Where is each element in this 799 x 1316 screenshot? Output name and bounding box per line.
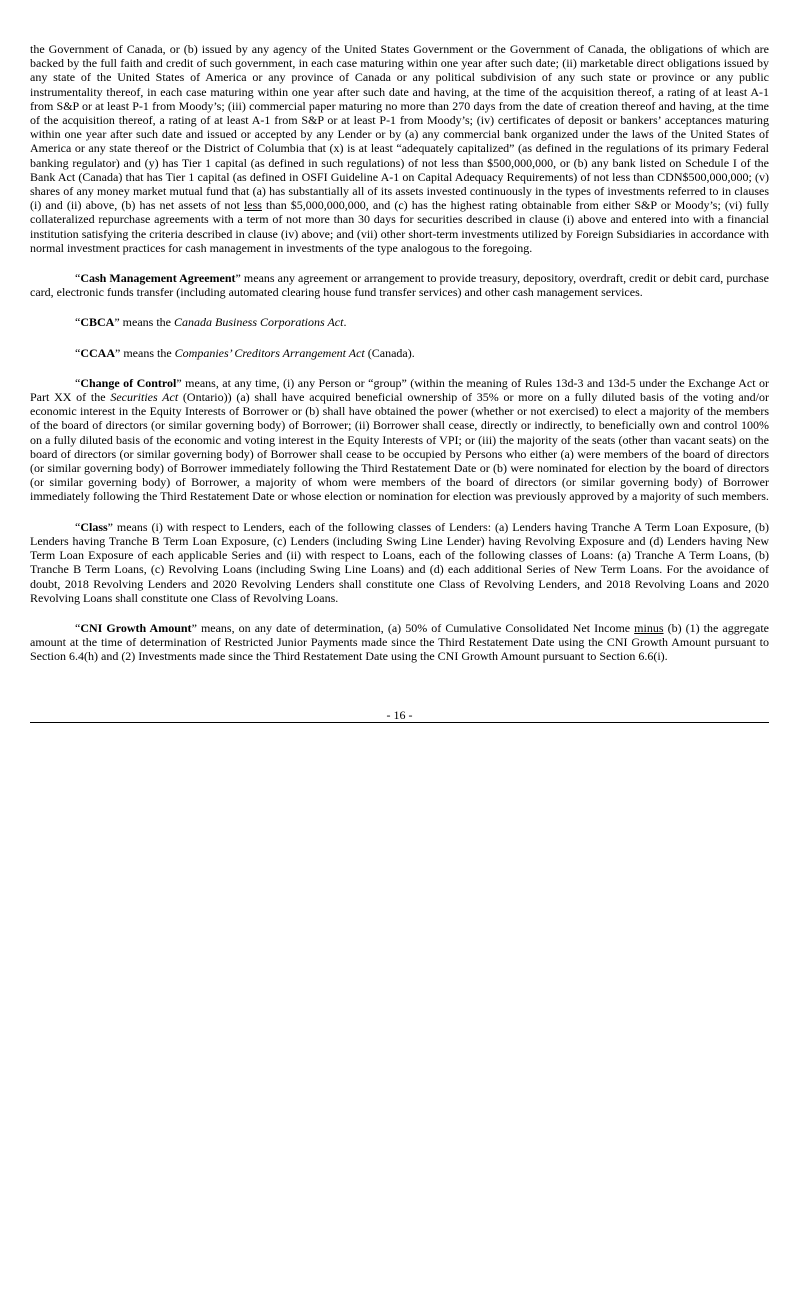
footer-rule bbox=[30, 722, 769, 723]
definition-cash-management-agreement: “Cash Management Agreement” means any agreement or arrangement to provide treasury, depository, overdraft, credit or debit card, purchase card, electronic funds transfer (including automated clearing house fund transfer services) and other cash management services. bbox=[30, 271, 769, 300]
definition-cni-growth-amount: “CNI Growth Amount” means, on any date of determination, (a) 50% of Cumulative Consolidated Net Income minus (b) (1) the aggregate amount at the time of determination of Restricted Junior Payments made since the Third Restatement Date using the CNI Growth Amount pursuant to Section 6.4(h) and (2) Investments made since the Third Restatement Date using the CNI Growth Amount pursuant to Section 6.6(i). bbox=[30, 620, 770, 664]
definition-cbca: “CBCA” means the Canada Business Corporations Act. bbox=[75, 315, 347, 330]
definition-change-of-control: “Change of Control” means, at any time, (i) any Person or “group” (within the meaning of Rules 13d-3 and 13d-5 under the Exchange Act or Part XX of the Securities Act (Ontario)) (a) shall have acquired beneficial ownership of 35% or more on a fully diluted basis of the voting and/or economic interest in the Equity Interests of Borrower or (b) shall have obtained the power (whether or not exercised) to elect a majority of the members of the board of directors (or similar governing body) of Borrower; (ii) Borrower shall cease, directly or indirectly, to beneficially own and control 100% on a fully diluted basis of the economic and voting interest in the Equity Interests of VPI; or (iii) the majority of the seats (other than vacant seats) on the board of directors (or similar governing body) of Borrower shall cease to be occupied by Persons who either (a) were members of the board of directors (or similar governing body) of Borrower immediately following the Third Restatement Date or (b) were nominated for election by the board of directors (or similar governing body) of Borrower, a majority of whom were members of the board of directors (or similar governing body) of Borrower immediately following the Third Restatement Date or whose election or nomination for election was previously approved by a majority of such members. bbox=[30, 375, 769, 504]
definition-ccaa: “CCAA” means the Companies’ Creditors Arrangement Act (Canada). bbox=[75, 345, 415, 360]
defined-term: Change of Control bbox=[80, 375, 177, 390]
paragraph-cash-equivalents-continued: the Government of Canada, or (b) issued by any agency of the United States Government or the Government of Canada, the obligations of which are backed by the full faith and credit of such government, in each case maturing within one year after such date; (ii) marketable direct obligations issued by any state of the United States of America or any province of Canada or any political subdivision of any such state or province or any public instrumentality thereof, in each case maturing within one year after such date and having, at the time of the acquisition thereof, a rating of at least A-1 from S&P or at least P-1 from Moody’s; (iii) commercial paper maturing no more than 270 days from the date of creation thereof and having, at the time of the acquisition thereof, a rating of at least A-1 from S&P or at least P-1 from Moody’s; (iv) certificates of deposit or bankers’ acceptances maturing within one year after such date and issued or accepted by any Lender or by (a) any commercial bank organized under the laws of the United States of America or any state thereof or the District of Columbia that (x) is at least “adequately capitalized” (as defined in the regulations of its primary Federal banking regulator) and (y) has Tier 1 capital (as defined in such regulations) of not less than $500,000,000, or (b) any bank listed on Schedule I of the Bank Act (Canada) that has Tier 1 capital (as defined in OSFI Guideline A-1 on Capital Adequacy Requirements) of not less than CDN$500,000,000; (v) shares of any money market mutual fund that (a) has substantially all of its assets invested continuously in the types of investments referred to in clauses (i) and (ii) above, (b) has net assets of not less than $5,000,000,000, and (c) has the highest rating obtainable from either S&P or Moody’s; (vi) fully collateralized repurchase agreements with a term of not more than 30 days for securities described in clause (i) above and entered into with a financial institution satisfying the criteria described in clause (iv) above; and (vii) other short-term investments utilized by Foreign Subsidiaries in accordance with normal investment practices for cash management in investments of the type analogous to the foregoing. bbox=[30, 42, 769, 255]
defined-term: CNI Growth Amount bbox=[80, 620, 192, 635]
definition-class: “Class” means (i) with respect to Lenders, each of the following classes of Lenders: (a) Lenders having Tranche A Term Loan Exposure, (b) Lenders having Tranche B Term Loan Exposure, (c) Lenders (including Swing Line Lender) having Revolving Exposure and (d) Lenders having New Term Loan Exposure of each applicable Series and (ii) with respect to Loans, each of the following classes of Loans: (a) Tranche A Term Loans, (b) Tranche B Term Loans, (c) Revolving Loans (including Swing Line Loans) and (d) each additional Series of New Term Loans. For the avoidance of doubt, 2018 Revolving Lenders and 2020 Revolving Lenders shall constitute one Class of Revolving Lenders, and 2018 Revolving Loans and 2020 Revolving Loans shall constitute one Class of Revolving Loans. bbox=[30, 519, 769, 605]
defined-term: Cash Management Agreement bbox=[80, 271, 236, 286]
page-number: - 16 - bbox=[386, 708, 413, 722]
document-body bbox=[30, 42, 769, 664]
defined-term: Class bbox=[80, 519, 108, 534]
defined-term: CBCA bbox=[80, 315, 115, 330]
defined-term: CCAA bbox=[80, 345, 115, 360]
